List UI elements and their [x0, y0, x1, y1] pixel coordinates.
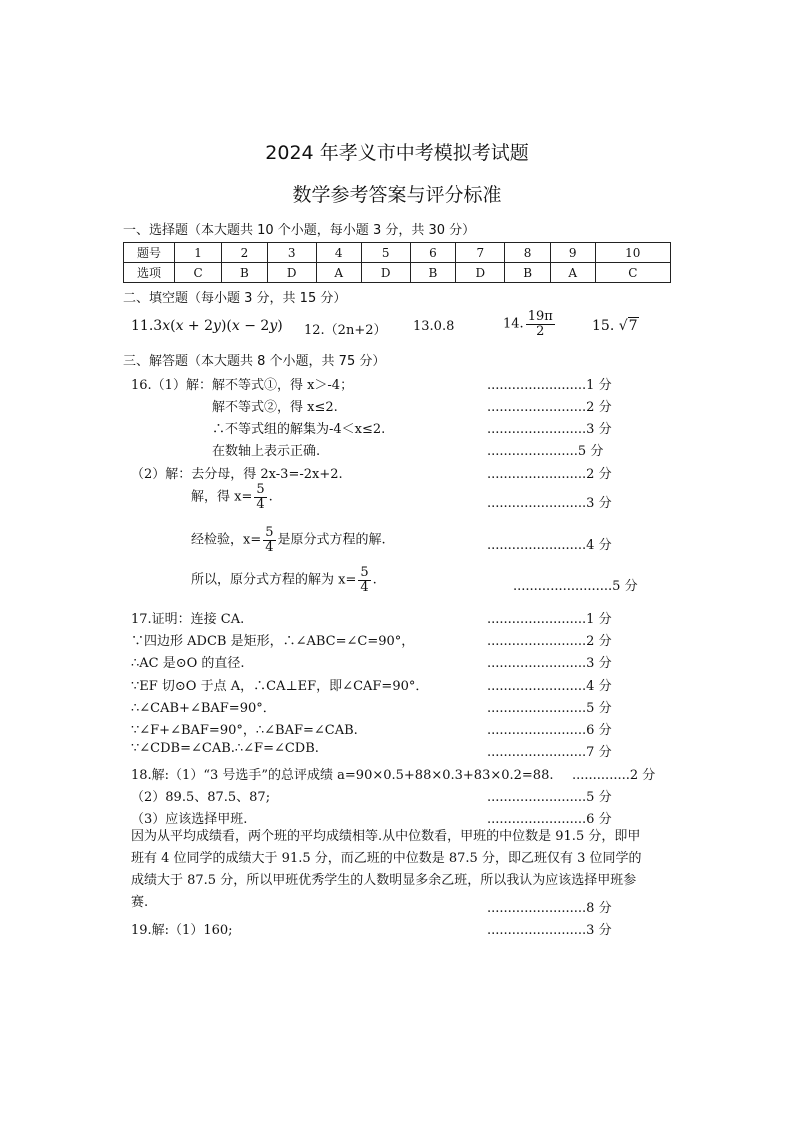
q17-line-4: ∵EF 切⊙O 于点 A，∴CA⊥EF，即∠CAF=90°． — [131, 679, 429, 694]
score-mark: ........................5 分 — [513, 579, 638, 594]
score-mark: ........................5 分 — [487, 701, 612, 716]
q16-line-2: 解不等式②，得 x≤2. — [212, 400, 338, 415]
table-cell: 1 — [175, 243, 222, 263]
table-cell: A — [316, 263, 361, 283]
section3-heading: 三、解答题（本大题共 8 个小题，共 75 分） — [123, 354, 386, 369]
q16-line-3: ∴不等式组的解集为-4＜x≤2. — [212, 422, 386, 437]
fraction: $\frac{5}{4}$ — [360, 565, 369, 595]
table-cell: 3 — [267, 243, 316, 263]
score-mark: ........................3 分 — [487, 422, 612, 437]
q18-explanation: 因为从平均成绩看，两个班的平均成绩相等.从中位数看，甲班的中位数是 91.5 分，即甲班有 4 位同学的成绩大于 91.5 分，而乙班的中位数是 87.5 分，即乙班仅有 3 位同学的成绩大于 87.5 分，所以甲班优秀学生的人数明显多余乙班，所以我认为应该选择甲班参赛. — [131, 829, 642, 910]
fill-answer-13: 13.0.8 — [413, 319, 455, 334]
q18-line-3: （3）应该选择甲班. — [131, 812, 248, 827]
sqrt-icon: √ — [618, 318, 628, 334]
q17-line-1: 17.证明：连接 CA. — [131, 612, 245, 627]
q17-line-6: ∵∠F+∠BAF=90°，∴∠BAF=∠CAB. — [131, 723, 358, 738]
table-cell: 8 — [505, 243, 550, 263]
table-cell: 2 — [222, 243, 267, 263]
fill-answer-11: 11.3x(x + 2y)(x − 2y) — [131, 318, 283, 334]
q16-line-6: 解，得 x= $\frac{5}{4}$ . — [191, 482, 273, 512]
q17-line-3: ∴AC 是⊙O 的直径. — [131, 656, 245, 671]
table-cell: 7 — [456, 243, 505, 263]
table-cell: D — [267, 263, 316, 283]
page-title: 2024 年孝义市中考模拟考试题 — [265, 142, 529, 164]
table-cell: B — [222, 263, 267, 283]
table-cell: 4 — [316, 243, 361, 263]
q17-line-5: ∴∠CAB+∠BAF=90°． — [131, 701, 276, 716]
q17-line-7: ∵∠CDB=∠CAB.∴∠F=∠CDB. — [131, 741, 319, 756]
score-mark: ........................3 分 — [487, 923, 612, 938]
score-mark: ........................6 分 — [487, 812, 612, 827]
fill-answer-15: 15. √7 — [592, 318, 638, 334]
score-mark: ......................5 分 — [487, 444, 604, 459]
score-mark: ........................1 分 — [487, 612, 612, 627]
fraction: $\frac{19\pi}{2}$ — [527, 309, 553, 339]
table-header-cell: 题号 — [124, 243, 175, 263]
table-cell: B — [505, 263, 550, 283]
q16-line-4: 在数轴上表示正确. — [212, 444, 321, 459]
score-mark: ........................1 分 — [487, 378, 612, 393]
fill-answer-12: 12.（2n+2） — [304, 323, 387, 338]
q19-line-1: 19.解:（1）160; — [131, 923, 233, 938]
score-mark: ..............2 分 — [572, 768, 656, 783]
table-cell: C — [595, 263, 670, 283]
table-cell: B — [410, 263, 455, 283]
score-mark: ........................2 分 — [487, 467, 612, 482]
score-mark: ........................2 分 — [487, 634, 612, 649]
score-mark: ........................4 分 — [487, 679, 612, 694]
table-cell: 10 — [595, 243, 670, 263]
score-mark: ........................8 分 — [487, 901, 612, 916]
table-cell: D — [361, 263, 410, 283]
section2-heading: 二、填空题（每小题 3 分，共 15 分） — [123, 291, 347, 306]
q17-line-2: ∵四边形 ADCB 是矩形，∴∠ABC=∠C=90°， — [131, 634, 415, 649]
table-row — [124, 243, 671, 263]
q16-line-7: 经检验，x= $\frac{5}{4}$ 是原分式方程的解. — [191, 525, 386, 555]
table-cell: 5 — [361, 243, 410, 263]
score-mark: ........................3 分 — [487, 656, 612, 671]
q16-line-8: 所以，原分式方程的解为 x= $\frac{5}{4}$ . — [191, 565, 377, 595]
score-mark: ........................7 分 — [487, 745, 612, 760]
score-mark: ........................6 分 — [487, 723, 612, 738]
table-cell: C — [175, 263, 222, 283]
q16-line-5: （2）解：去分母，得 2x-3=-2x+2. — [131, 467, 343, 482]
table-cell: 6 — [410, 243, 455, 263]
score-mark: ........................5 分 — [487, 790, 612, 805]
score-mark: ........................2 分 — [487, 400, 612, 415]
section1-heading: 一、选择题（本大题共 10 个小题，每小题 3 分，共 30 分） — [123, 223, 476, 238]
fraction: $\frac{5}{4}$ — [265, 525, 274, 555]
score-mark: ........................3 分 — [487, 496, 612, 511]
q18-line-1: 18.解:（1）“3 号选手”的总评成绩 a=90×0.5+88×0.3+83×0.2=88. — [131, 768, 554, 783]
table-cell: 9 — [550, 243, 595, 263]
fraction: $\frac{5}{4}$ — [256, 482, 265, 512]
page-subtitle: 数学参考答案与评分标准 — [292, 184, 502, 206]
table-header-cell: 选项 — [124, 263, 175, 283]
table-row — [124, 263, 671, 283]
q16-line-1: 16.（1）解：解不等式①，得 x＞-4； — [131, 378, 354, 393]
answer-table — [123, 242, 671, 283]
q18-line-2: （2）89.5、87.5、87; — [131, 790, 271, 805]
score-mark: ........................4 分 — [487, 538, 612, 553]
fill-answer-14: 14. $\frac{19\pi}{2}$ — [503, 309, 553, 339]
table-cell: A — [550, 263, 595, 283]
table-cell: D — [456, 263, 505, 283]
factor-expression: 3x(x + 2y)(x − 2y) — [153, 318, 283, 334]
